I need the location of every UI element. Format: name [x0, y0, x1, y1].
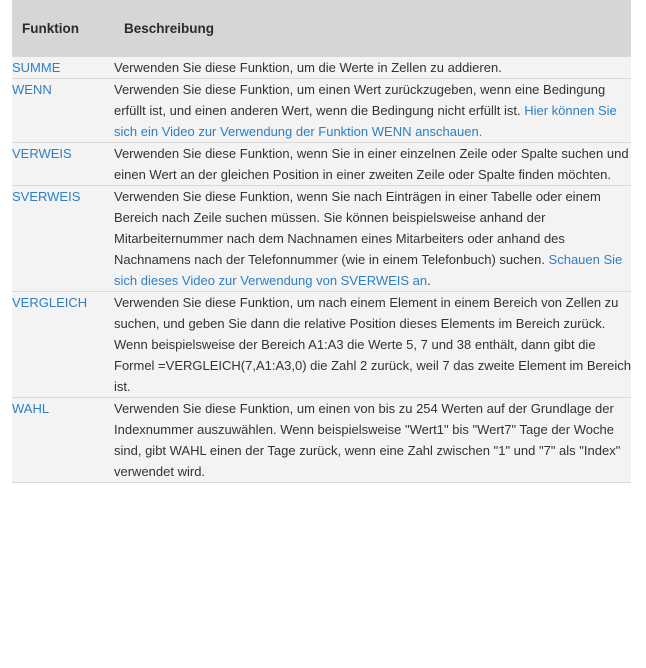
table-row	[12, 79, 631, 143]
function-description-cell	[114, 79, 631, 143]
function-link[interactable]: WAHL	[12, 401, 50, 416]
function-name-cell	[12, 292, 114, 398]
table-header-row	[12, 0, 631, 57]
function-link[interactable]: SVERWEIS	[12, 189, 81, 204]
description-text: Verwenden Sie diese Funktion, um einen von bis zu 254 Werten auf der Grundlage der Indexnummer auszuwählen. Wenn beispielsweise "Wert1" bis "Wert7" Tage der Woche sind, gibt WAHL einen der Tage zurück, wenn eine Zahl zwischen "1" und "7" als "Index" verwendet wird.	[114, 401, 621, 479]
description-inline-link[interactable]: Hier können Sie sich ein Video zur Verwendung der Funktion WENN anschauen.	[114, 103, 617, 139]
column-header-function-label: Funktion	[22, 21, 79, 36]
excel-functions-table	[12, 0, 631, 482]
description-text: Verwenden Sie diese Funktion, um einen Wert zurückzugeben, wenn eine Bedingung erfüllt ist, und einen anderen Wert, wenn die Bedingung nicht erfüllt ist.	[114, 82, 606, 118]
description-text: Verwenden Sie diese Funktion, wenn Sie in einer einzelnen Zeile oder Spalte suchen und einen Wert an der gleichen Position in einer zweiten Zeile oder Spalte finden möchten.	[114, 146, 629, 182]
function-name-cell	[12, 143, 114, 186]
description-inline-link[interactable]: Schauen Sie sich dieses Video zur Verwendung von SVERWEIS an	[114, 252, 623, 288]
table-body	[12, 57, 631, 482]
function-description-cell	[114, 292, 631, 398]
function-description-cell	[114, 186, 631, 292]
column-header-description	[114, 0, 631, 57]
function-link[interactable]: VERGLEICH	[12, 295, 88, 310]
column-header-function	[12, 0, 114, 57]
table-row	[12, 398, 631, 483]
function-description-cell	[114, 143, 631, 186]
table-header	[12, 0, 631, 57]
table-row	[12, 186, 631, 292]
description-text: Verwenden Sie diese Funktion, um die Werte in Zellen zu addieren.	[114, 60, 502, 75]
table-bottom-divider	[12, 482, 631, 483]
function-description-cell	[114, 398, 631, 483]
description-text: Verwenden Sie diese Funktion, wenn Sie nach Einträgen in einer Tabelle oder einem Bereich nach Zeile suchen müssen. Sie können beispielsweise anhand der Mitarbeiternummer nach dem Nachnamen eines Mitarbeiters oder anhand des Nachnamens nach der Telefonnummer (wie in einem Telefonbuch) suchen.	[114, 189, 601, 267]
description-text: Verwenden Sie diese Funktion, um nach einem Element in einem Bereich von Zellen zu suchen, und geben Sie dann die relative Position dieses Elements im Bereich zurück. Wenn beispielsweise der Bereich A1:A3 die Werte 5, 7 und 38 enthält, dann gibt die Formel =VERGLEICH(7,A1:A3,0) die Zahl 2 zurück, weil 7 das zweite Element im Bereich ist.	[114, 295, 631, 394]
table-row	[12, 143, 631, 186]
table-row	[12, 292, 631, 398]
function-name-cell	[12, 57, 114, 79]
table-row	[12, 57, 631, 79]
function-description-cell	[114, 57, 631, 79]
function-link[interactable]: SUMME	[12, 60, 61, 75]
description-text-tail: .	[427, 273, 431, 288]
function-name-cell	[12, 79, 114, 143]
function-name-cell	[12, 398, 114, 483]
column-header-description-label: Beschreibung	[124, 21, 215, 36]
function-link[interactable]: WENN	[12, 82, 52, 97]
function-link[interactable]: VERWEIS	[12, 146, 72, 161]
function-name-cell	[12, 186, 114, 292]
